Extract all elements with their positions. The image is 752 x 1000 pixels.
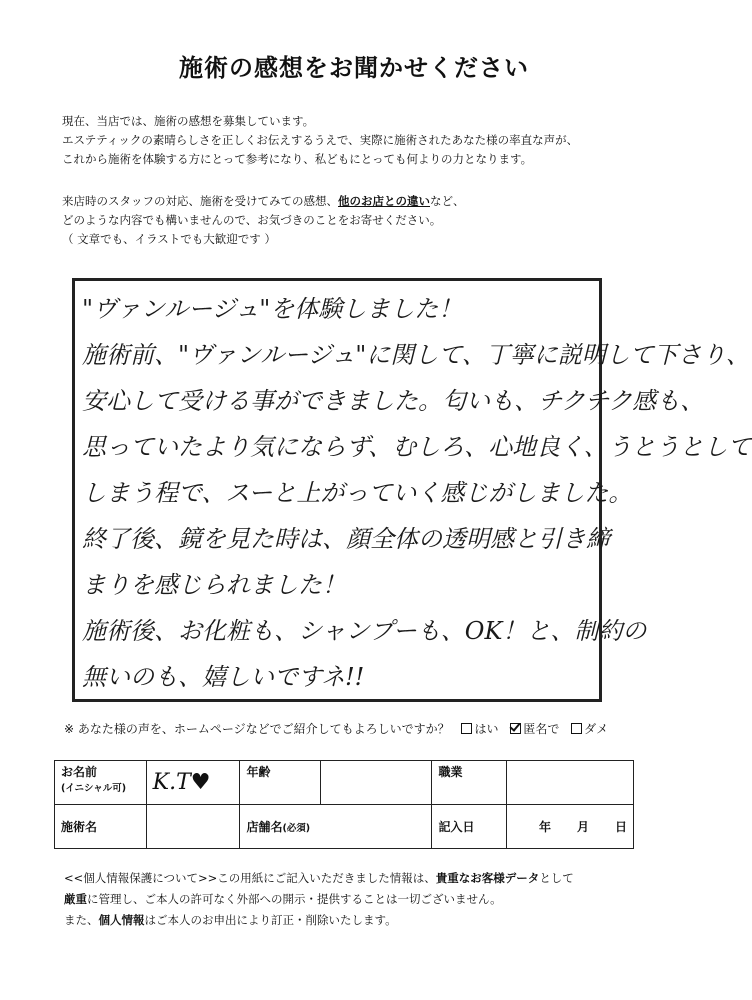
date-month-label: 月 [576, 820, 589, 834]
name-field[interactable]: K.T♥ [146, 761, 240, 805]
store-label: 店舗名 [246, 820, 283, 834]
age-label: 年齢 [240, 761, 320, 805]
request-emphasis: 他のお店との違い [338, 194, 430, 208]
treatment-field[interactable] [146, 805, 240, 849]
privacy-line [64, 910, 574, 931]
page-title: 施術の感想をお聞かせください [179, 54, 529, 82]
name-label-cell [55, 761, 147, 805]
handwritten-comment [82, 286, 752, 700]
request-line: どのような内容でも構いませんので、お気づきのことをお寄せください。 [62, 213, 442, 227]
date-year-label: 年 [538, 820, 551, 834]
privacy-emphasis: 厳重 [64, 892, 87, 906]
intro-line: これから施術を体験する方にとって参考になり、私どもにとっても何よりの力となります。 [62, 152, 533, 166]
date-field[interactable] [506, 805, 633, 849]
consent-option-yes[interactable] [461, 722, 498, 736]
handwritten-line: まりを感じられました！ [82, 571, 346, 599]
request-line-part: 来店時のスタッフの対応、施術を受けてみての感想、 [62, 194, 338, 208]
request-line [62, 192, 465, 211]
name-sublabel: (イニシャル可) [61, 783, 127, 794]
treatment-label: 施術名 [55, 805, 147, 849]
store-label-cell [240, 805, 432, 849]
job-field[interactable] [506, 761, 633, 805]
intro-line: 現在、当店では、施術の感想を募集しています。 [62, 114, 315, 128]
handwritten-line: 思っていたより気にならず、むしろ、心地良く、うとうとして [82, 433, 752, 461]
privacy-line [64, 889, 574, 910]
privacy-emphasis: 個人情報 [98, 913, 145, 927]
handwritten-line: 施術前、"ヴァンルージュ"に関して、丁寧に説明して下さり、 [82, 341, 750, 369]
job-label: 職業 [432, 761, 506, 805]
handwritten-line: 安心して受ける事ができました。匂いも、チクチク感も、 [82, 387, 705, 415]
privacy-text: <<個人情報保護について>>この用紙にご記入いただきました情報は、 [64, 871, 436, 885]
handwritten-line: 施術後、お化粧も、シャンプーも、OK！と、制約の [82, 617, 647, 645]
age-field[interactable] [320, 761, 432, 805]
privacy-text: また、 [64, 913, 99, 927]
handwritten-line: 無いのも、嬉しいですネ!! [82, 663, 365, 691]
request-line: （ 文章でも、イラストでも大歓迎です ） [62, 232, 276, 246]
consent-option-label: ダメ [584, 722, 609, 736]
handwritten-line: "ヴァンルージュ"を体験しました！ [82, 295, 463, 323]
intro-line: エステティックの素晴らしさを正しくお伝えするうえで、実際に施術されたあなた様の率直な声が、 [62, 133, 579, 147]
privacy-text: として [539, 871, 574, 885]
privacy-notice [64, 868, 574, 931]
date-label: 記入日 [432, 805, 506, 849]
privacy-line [64, 868, 574, 889]
intro-text [62, 112, 578, 169]
consent-question-text: ※ あなた様の声を、ホームページなどでご紹介してもよろしいですか？ [64, 722, 450, 736]
consent-option-label: はい [474, 722, 499, 736]
name-label: お名前 [61, 765, 98, 779]
checkbox-icon[interactable] [571, 723, 582, 734]
handwritten-line: 終了後、鏡を見た時は、顔全体の透明感と引き締 [82, 525, 610, 553]
checkbox-icon[interactable] [461, 723, 472, 734]
privacy-text: はご本人のお申出により訂正・削除いたします。 [144, 913, 397, 927]
store-required-note: (必須) [282, 823, 311, 834]
consent-option-no[interactable] [571, 722, 608, 736]
privacy-text: に管理し、ご本人の許可なく外部への開示・提供することは一切ございません。 [87, 892, 502, 906]
request-line-part: など、 [430, 194, 465, 208]
handwritten-line: しまう程で、スーと上がっていく感じがしました。 [82, 479, 633, 507]
info-form-table [54, 760, 634, 849]
checkbox-checked-icon[interactable] [510, 723, 521, 734]
consent-option-label: 匿名で [523, 722, 560, 736]
consent-question [64, 720, 608, 737]
date-day-label: 日 [614, 820, 627, 834]
privacy-emphasis: 貴重なお客様データ [435, 871, 540, 885]
request-text [62, 192, 465, 249]
consent-option-anonymous[interactable] [510, 722, 559, 736]
